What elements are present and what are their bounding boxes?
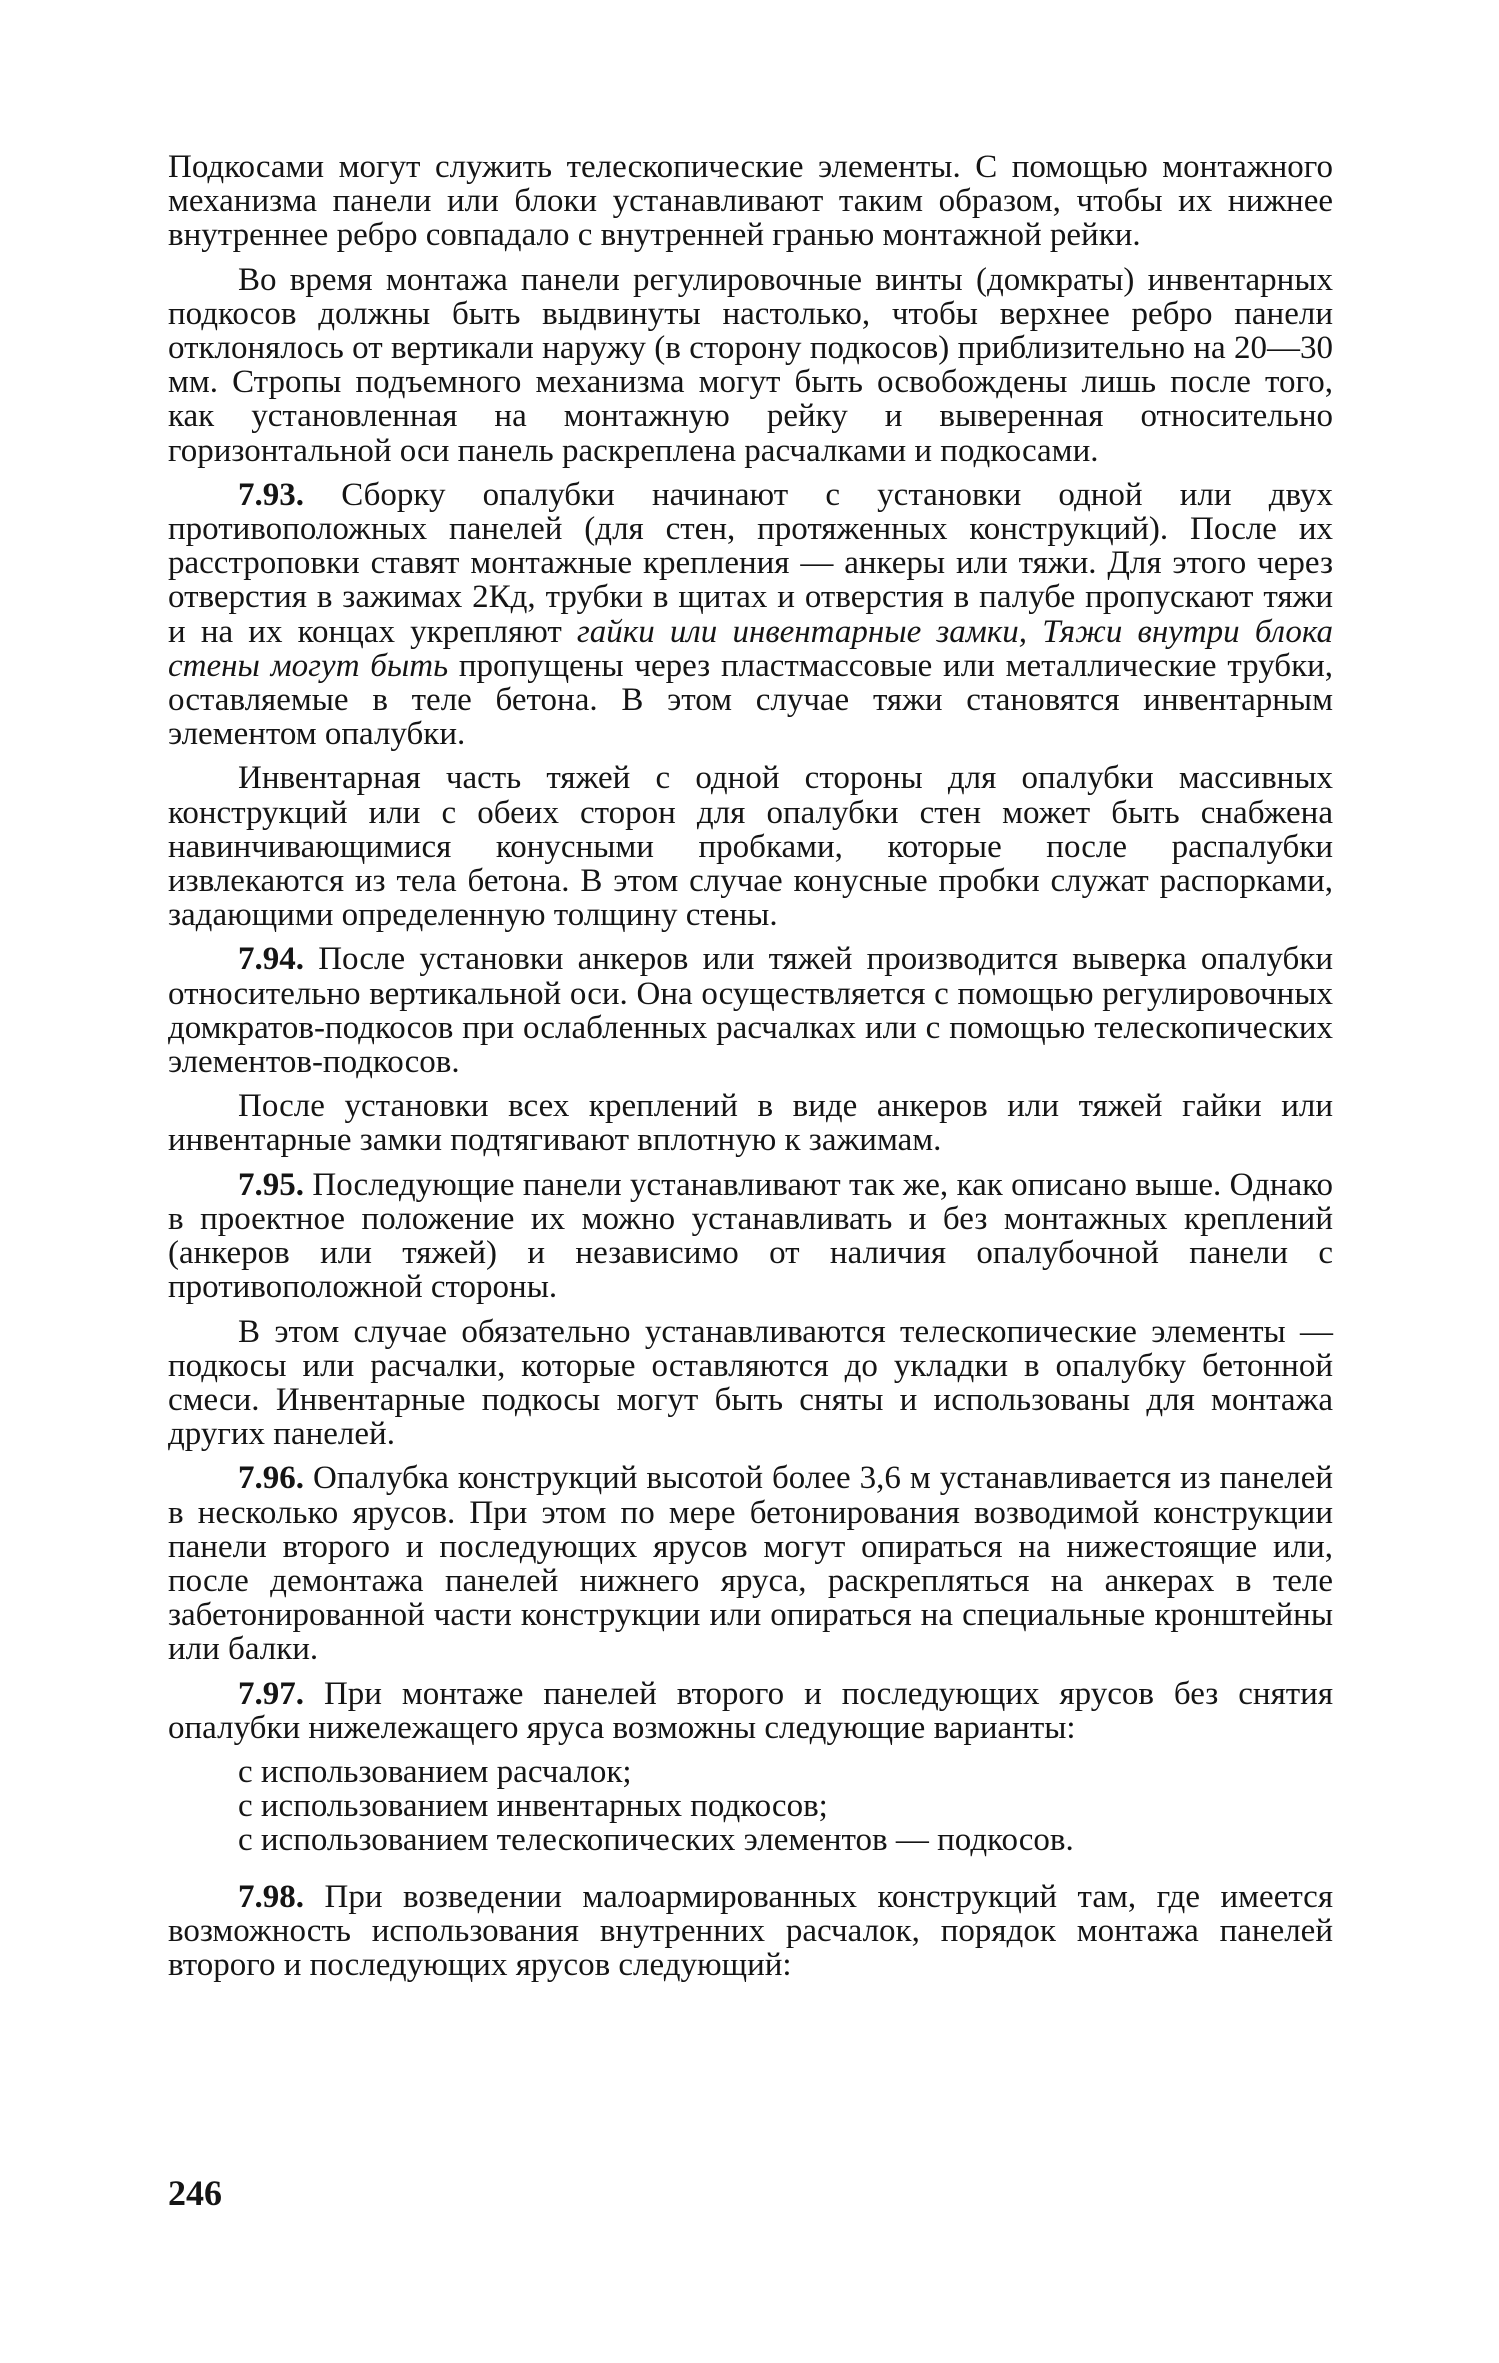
list-item: с использованием расчалок; [238,1753,632,1790]
section-7-97 [168,1677,1333,1745]
paragraph-text: После установки анкеров или тяжей производится выверка опалубки относительно вертикальной оси. Она осуществляется с помощью регулировочных домкратов-подкосов при ослабленных расчалках или с помощью телескопических элементов-подкосов. [168,941,1333,1081]
paragraph-text: Во время монтажа панели регулировочные винты (домкраты) инвентарных подкосов должны быть выдвинуты настолько, чтобы верхнее ребро панели отклонялось от вертикали наружу (в сторону подкосов) приблизительно на 20—30 мм. Стропы подъемного механизма могут быть освобождены лишь после того, как установленная на монтажную рейку и выверенная относительно горизонтальной оси панель раскреплена расчалками и подкосами. [168,261,1333,469]
page-number: 246 [168,2173,222,2213]
list-item: с использованием инвентарных подкосов; [238,1788,828,1825]
paragraph-text: Последующие панели устанавливают так же, как описано выше. Однако в проектное положение их можно устанавливать и без монтажных креплений (анкеров или тяжей) и независимо от наличия опалубочной панели с противоположной стороны. [168,1166,1334,1306]
paragraph-text: пропущены через пластмассовые или металлические трубки, оставляемые в теле бетона. В этом случае тяжи становятся инвентарным элементом опалубки. [168,647,1334,753]
paragraph-telescopic [168,1315,1333,1452]
section-7-96 [168,1461,1333,1666]
paragraph-text: Подкосами могут служить телескопические элементы. С помощью монтажного механизма панели или блоки устанавливают таким образом, чтобы их нижнее внутреннее ребро совпадало с внутренней гранью монтажной рейки. [168,149,1333,254]
text-column [168,150,1333,1992]
paragraph-text: Опалубка конструкций высотой более 3,6 м устанавливается из панелей в несколько ярусов. При этом по мере бетонирования возводимой конструкции панели второго и последующих ярусов могут опираться на нижестоящие или, после демонтажа панелей нижнего яруса, раскрепляться на анкерах в теле забетонированной части конструкции или опираться на специальные кронштейны или балки. [168,1460,1334,1668]
list-item: с использованием телескопических элементов — подкосов. [238,1822,1074,1859]
paragraph-text: В этом случае обязательно устанавливаются телескопические элементы — подкосы или расчалки, которые оставляются до укладки в опалубку бетонной смеси. Инвентарные подкосы могут быть сняты и использованы для монтажа других панелей. [168,1313,1333,1453]
section-number: 7.95. [238,1166,304,1203]
paragraph-text: Сборку опалубки начинают с установки одной или двух противоположных панелей (для стен, протяженных конструкций). После их расстроповки ставят монтажные крепления — анкеры или тяжи. Для этого через отверстия в зажимах 2Кд, трубки в щитах и отверстия в палубе пропускают тяжи и на их концах укрепляют [168,476,1334,650]
section-number: 7.93. [238,476,304,513]
section-7-94 [168,942,1333,1079]
paragraph-inventory-ties [168,761,1333,932]
section-number: 7.96. [238,1460,304,1497]
italic-text: гайки или инвентарные замки, Тяжи внутри блока стены могут быть [168,613,1334,684]
paragraph-continuation [168,150,1333,253]
paragraph-text: При монтаже панелей второго и последующих ярусов без снятия опалубки нижележащего яруса возможны следующие варианты: [168,1675,1334,1746]
section-number: 7.94. [238,941,304,978]
paragraph-text: При возведении малоармированных конструкций там, где имеется возможность использования внутренних расчалок, порядок монтажа панелей второго и последующих ярусов следующий: [168,1878,1333,1983]
paragraph-mounting-screws [168,263,1333,468]
section-7-95 [168,1168,1333,1305]
paragraph-text: После установки всех креплений в виде анкеров или тяжей гайки или инвентарные замки подтягивают вплотную к зажимам. [168,1088,1333,1159]
section-7-93 [168,478,1333,752]
paragraph-text: Инвентарная часть тяжей с одной стороны для опалубки массивных конструкций или с обеих сторон для опалубки стен может быть снабжена навинчивающимися конусными пробками, которые после распалубки извлекаются из тела бетона. В этом случае конусные пробки служат распорками, задающими определенную толщину стены. [168,760,1333,934]
section-number: 7.98. [238,1878,304,1915]
section-number: 7.97. [238,1675,304,1712]
section-7-98 [168,1880,1333,1983]
paragraph-fastening [168,1089,1333,1157]
